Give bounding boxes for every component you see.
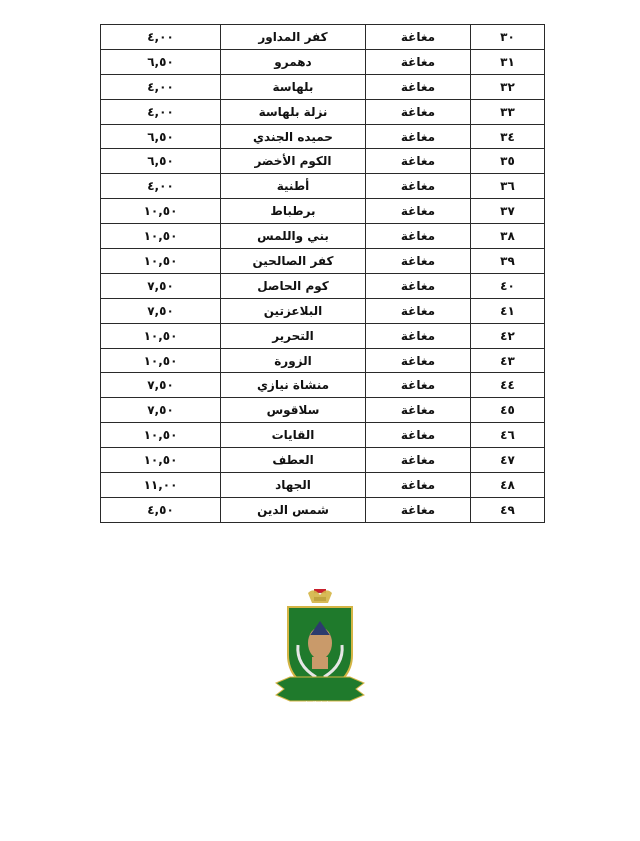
row-number: ٣٨: [471, 224, 545, 249]
row-fare-value: ٤,٠٠: [101, 74, 221, 99]
row-number: ٣٠: [471, 25, 545, 50]
row-village-name: برطباط: [221, 199, 366, 224]
table-row: [101, 373, 545, 398]
table-row: [101, 25, 545, 50]
row-fare-value: ٧,٥٠: [101, 298, 221, 323]
row-center-name: مغاغة: [366, 124, 471, 149]
row-center-name: مغاغة: [366, 473, 471, 498]
row-fare-value: ١٠,٥٠: [101, 199, 221, 224]
row-number: ٤٣: [471, 348, 545, 373]
row-number: ٣٦: [471, 174, 545, 199]
table-row: [101, 423, 545, 448]
row-number: ٣٥: [471, 149, 545, 174]
row-center-name: مغاغة: [366, 373, 471, 398]
row-fare-value: ١٠,٥٠: [101, 423, 221, 448]
row-center-name: مغاغة: [366, 273, 471, 298]
row-village-name: منشاة نيازي: [221, 373, 366, 398]
row-number: ٤٧: [471, 448, 545, 473]
fares-table: [100, 24, 545, 523]
row-center-name: مغاغة: [366, 448, 471, 473]
fares-table-body: [101, 25, 545, 523]
row-fare-value: ١٠,٥٠: [101, 224, 221, 249]
row-fare-value: ١١,٠٠: [101, 473, 221, 498]
row-center-name: مغاغة: [366, 348, 471, 373]
row-village-name: كفر المداور: [221, 25, 366, 50]
row-village-name: التحرير: [221, 323, 366, 348]
row-village-name: البلاعزتين: [221, 298, 366, 323]
row-village-name: سلاقوس: [221, 398, 366, 423]
table-row: [101, 448, 545, 473]
table-row: [101, 497, 545, 522]
row-village-name: أطنية: [221, 174, 366, 199]
table-row: [101, 298, 545, 323]
row-fare-value: ١٠,٥٠: [101, 249, 221, 274]
table-row: [101, 74, 545, 99]
row-number: ٣٤: [471, 124, 545, 149]
table-row: [101, 473, 545, 498]
row-number: ٤٤: [471, 373, 545, 398]
row-center-name: مغاغة: [366, 74, 471, 99]
row-center-name: مغاغة: [366, 398, 471, 423]
table-row: [101, 124, 545, 149]
row-center-name: مغاغة: [366, 25, 471, 50]
table-row: [101, 398, 545, 423]
row-fare-value: ٦,٥٠: [101, 124, 221, 149]
row-center-name: مغاغة: [366, 497, 471, 522]
table-row: [101, 199, 545, 224]
row-number: ٤٦: [471, 423, 545, 448]
table-row: [101, 99, 545, 124]
table-row: [101, 348, 545, 373]
row-fare-value: ٧,٥٠: [101, 373, 221, 398]
table-row: [101, 49, 545, 74]
row-fare-value: ١٠,٥٠: [101, 348, 221, 373]
row-number: ٤٠: [471, 273, 545, 298]
row-number: ٣٧: [471, 199, 545, 224]
row-center-name: مغاغة: [366, 298, 471, 323]
row-village-name: شمس الدين: [221, 497, 366, 522]
row-center-name: مغاغة: [366, 49, 471, 74]
row-number: ٣٢: [471, 74, 545, 99]
governorate-emblem: [270, 585, 370, 715]
row-number: ٤٥: [471, 398, 545, 423]
row-fare-value: ١٠,٥٠: [101, 323, 221, 348]
row-number: ٤١: [471, 298, 545, 323]
row-village-name: الكوم الأخضر: [221, 149, 366, 174]
table-row: [101, 224, 545, 249]
row-fare-value: ١٠,٥٠: [101, 448, 221, 473]
row-fare-value: ٤,٠٠: [101, 25, 221, 50]
table-row: [101, 273, 545, 298]
row-village-name: القايات: [221, 423, 366, 448]
row-fare-value: ٤,٥٠: [101, 497, 221, 522]
row-center-name: مغاغة: [366, 149, 471, 174]
table-row: [101, 249, 545, 274]
row-village-name: الجهاد: [221, 473, 366, 498]
row-fare-value: ٦,٥٠: [101, 49, 221, 74]
row-number: ٤٩: [471, 497, 545, 522]
table-row: [101, 174, 545, 199]
row-center-name: مغاغة: [366, 249, 471, 274]
row-center-name: مغاغة: [366, 174, 471, 199]
row-village-name: بني واللمس: [221, 224, 366, 249]
row-village-name: حميده الجندي: [221, 124, 366, 149]
row-village-name: كفر الصالحين: [221, 249, 366, 274]
row-village-name: بلهاسة: [221, 74, 366, 99]
row-number: ٣١: [471, 49, 545, 74]
table-row: [101, 323, 545, 348]
row-center-name: مغاغة: [366, 323, 471, 348]
row-fare-value: ٦,٥٠: [101, 149, 221, 174]
row-fare-value: ٧,٥٠: [101, 273, 221, 298]
emblem-icon: [270, 585, 370, 715]
row-center-name: مغاغة: [366, 423, 471, 448]
row-number: ٤٨: [471, 473, 545, 498]
row-number: ٤٢: [471, 323, 545, 348]
row-number: ٣٣: [471, 99, 545, 124]
row-village-name: العطف: [221, 448, 366, 473]
row-center-name: مغاغة: [366, 199, 471, 224]
row-fare-value: ٧,٥٠: [101, 398, 221, 423]
row-center-name: مغاغة: [366, 224, 471, 249]
row-center-name: مغاغة: [366, 99, 471, 124]
row-number: ٣٩: [471, 249, 545, 274]
table-row: [101, 149, 545, 174]
row-fare-value: ٤,٠٠: [101, 174, 221, 199]
row-village-name: كوم الحاصل: [221, 273, 366, 298]
row-village-name: دهمرو: [221, 49, 366, 74]
emblem-banner-text: محافظة المنيا: [305, 701, 335, 707]
row-fare-value: ٤,٠٠: [101, 99, 221, 124]
row-village-name: نزلة بلهاسة: [221, 99, 366, 124]
row-village-name: الزورة: [221, 348, 366, 373]
